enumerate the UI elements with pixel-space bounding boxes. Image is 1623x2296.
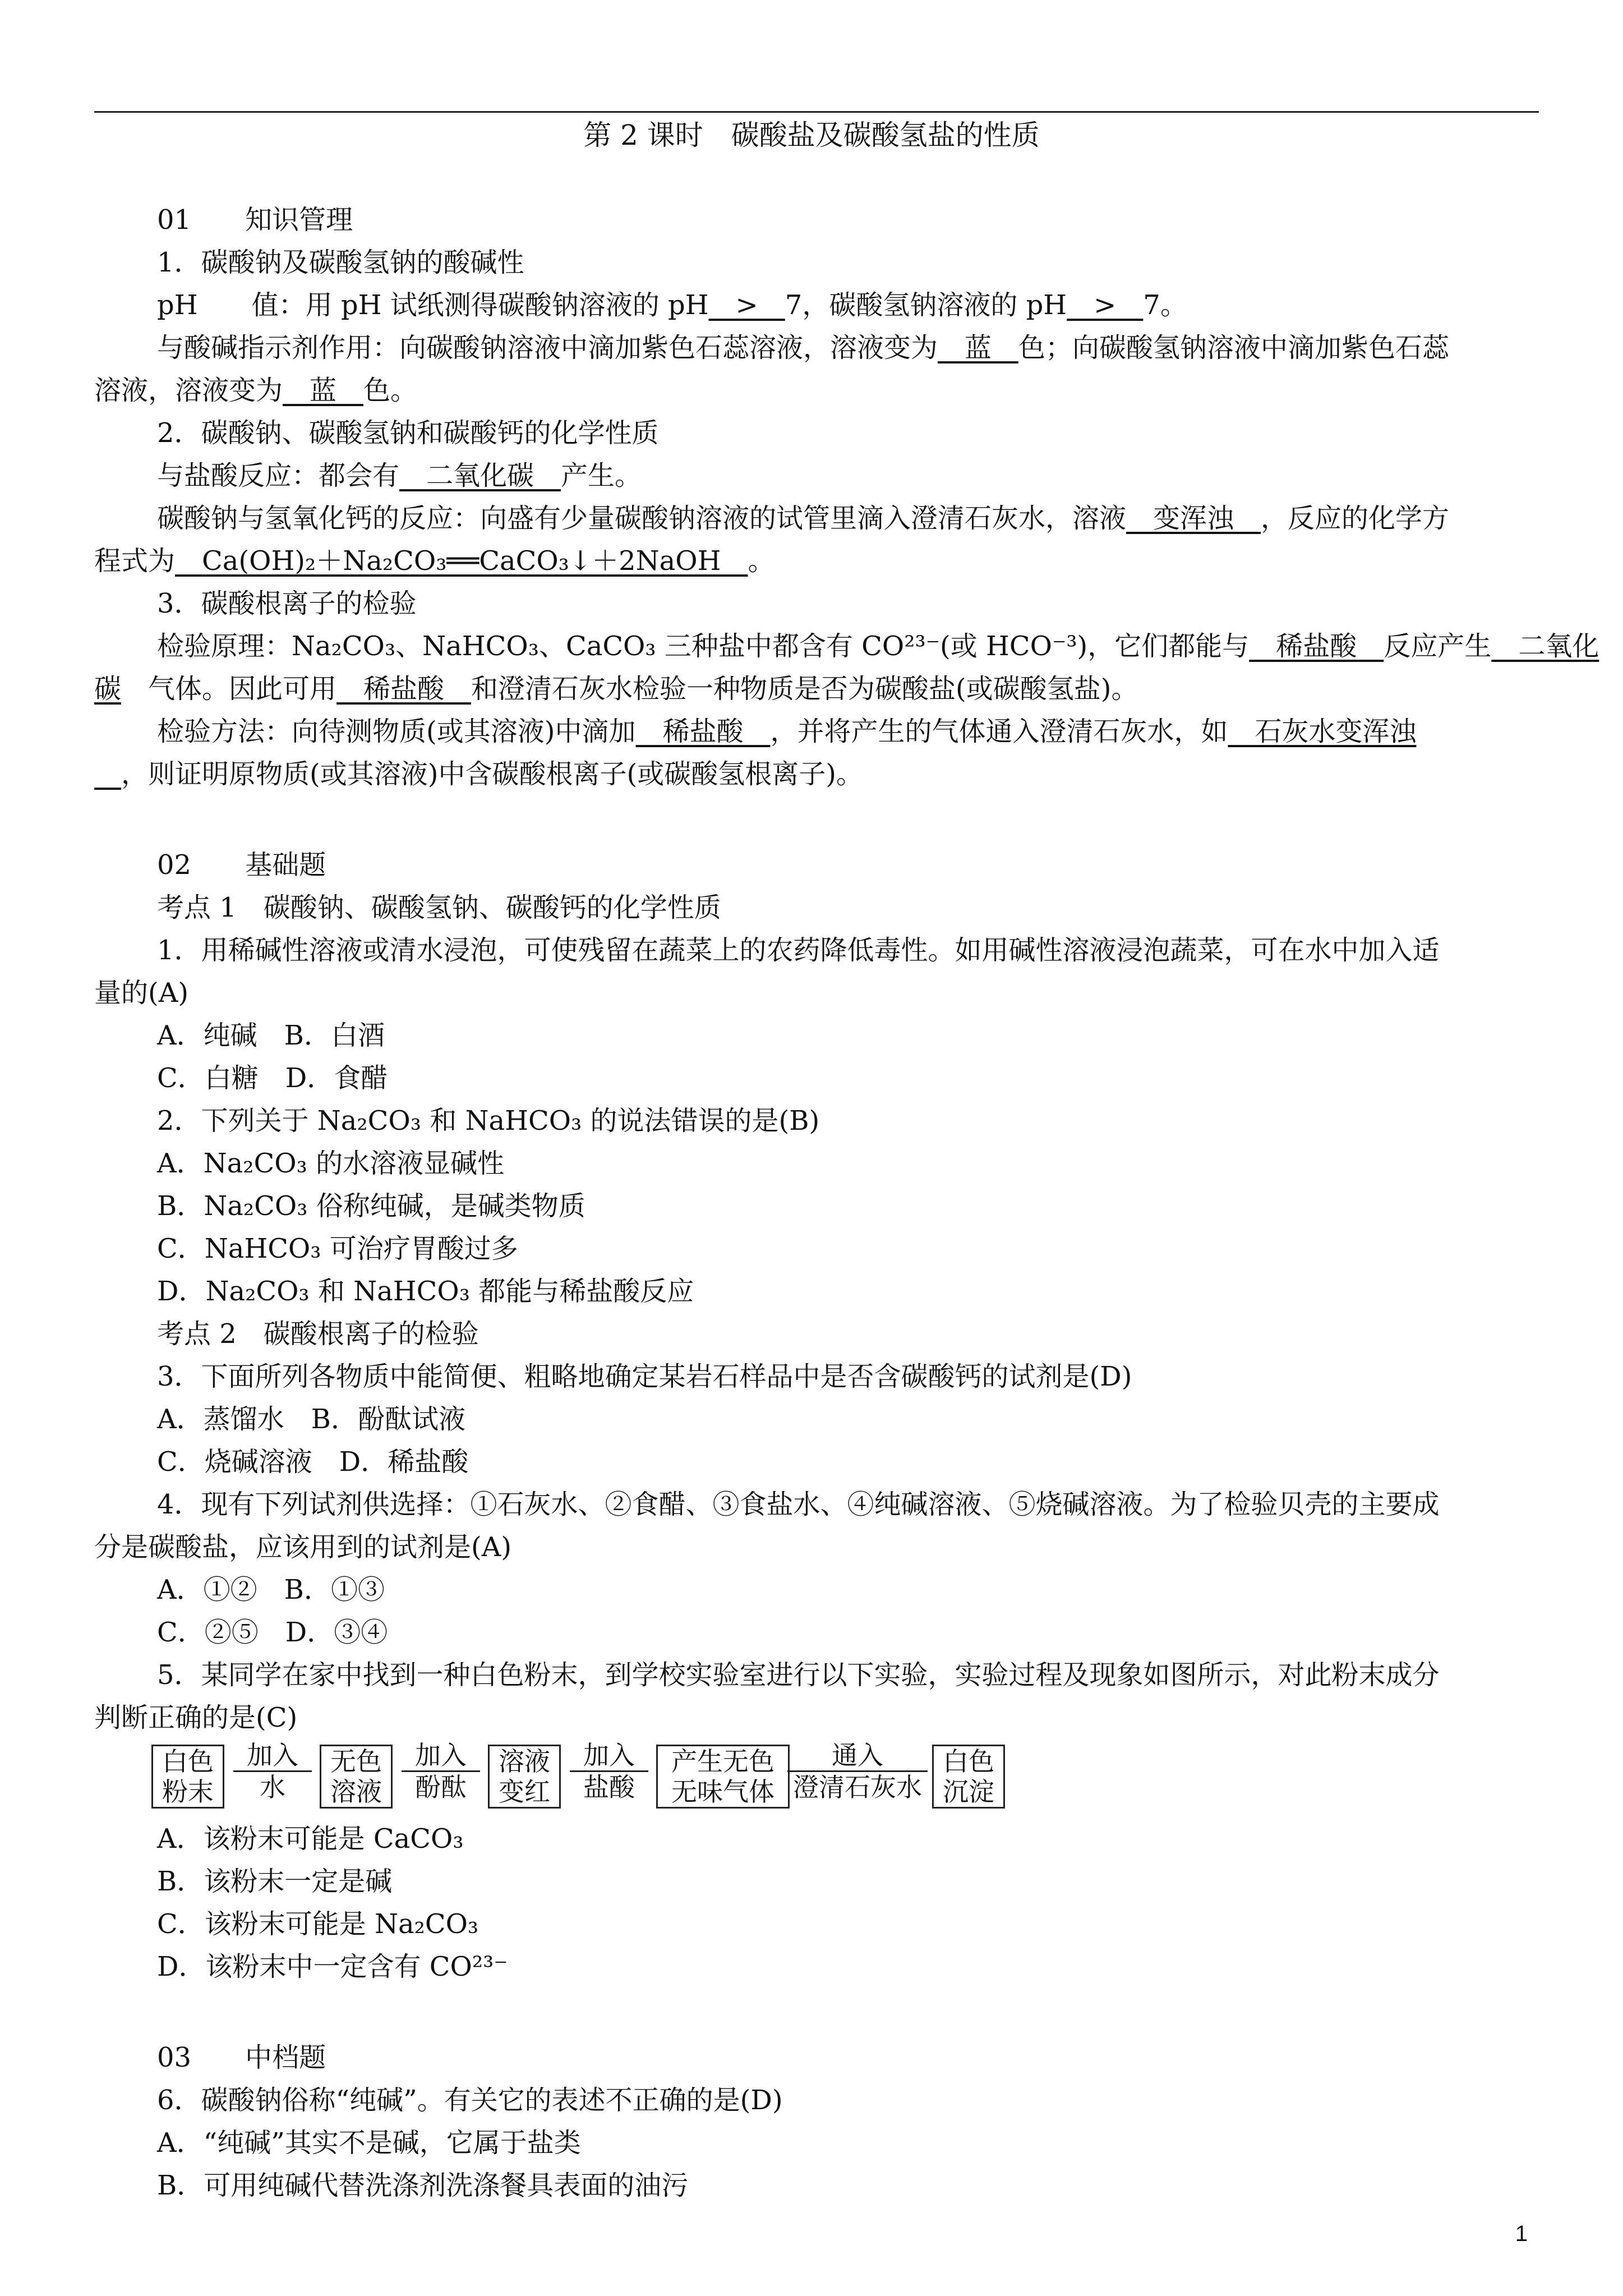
topic-2: 考点 2 碳酸根离子的检验 xyxy=(157,1318,479,1350)
q5-option-c: C．该粉末可能是 Na₂CO₃ xyxy=(157,1908,479,1940)
answer-blank: 蓝 xyxy=(283,375,364,406)
flow-box-turns-red: 溶液 变红 xyxy=(488,1745,561,1809)
question-1-cont: 量的(A) xyxy=(94,977,189,1009)
indicator-line: 与酸碱指示剂作用：向碳酸钠溶液中滴加紫色石蕊溶液，溶液变为 蓝 色；向碳酸氢钠溶液中滴加紫色石蕊 xyxy=(157,332,1450,364)
answer-blank: 蓝 xyxy=(938,332,1019,364)
q6-option-a: A．“纯碱”其实不是碱，它属于盐类 xyxy=(157,2127,581,2159)
flow-arrow-add-hcl: 加入 盐酸 xyxy=(570,1740,648,1802)
question-2: 2．下列关于 Na₂CO₃ 和 NaHCO₃ 的说法错误的是(B) xyxy=(157,1105,820,1137)
topic-1: 考点 1 碳酸钠、碳酸氢钠、碳酸钙的化学性质 xyxy=(157,892,721,923)
question-3: 3．下面所列各物质中能简便、粗略地确定某岩石样品中是否含碳酸钙的试剂是(D) xyxy=(157,1361,1132,1392)
q2-option-c: C．NaHCO₃ 可治疗胃酸过多 xyxy=(157,1233,518,1264)
flow-box-colorless-solution: 无色 溶液 xyxy=(320,1745,393,1809)
section-heading-01: 01 知识管理 xyxy=(157,204,353,236)
q3-options-ab: A．蒸馏水 B．酚酞试液 xyxy=(157,1404,465,1435)
header-rule xyxy=(94,111,1539,113)
answer-blank: 稀盐酸 xyxy=(336,673,472,705)
question-4: 4．现有下列试剂供选择：①石灰水、②食醋、③食盐水、④纯碱溶液、⑤烧碱溶液。为了检验贝壳的主要成 xyxy=(157,1489,1440,1520)
indicator-line-cont: 溶液，溶液变为 蓝 色。 xyxy=(94,375,418,406)
answer-blank: 二氧化 xyxy=(1491,631,1599,662)
question-6: 6．碳酸钠俗称“纯碱”。有关它的表述不正确的是(D) xyxy=(157,2085,783,2116)
section-heading-02: 02 基础题 xyxy=(157,849,326,881)
flow-box-white-precipitate: 白色 沉淀 xyxy=(932,1745,1005,1809)
q5-option-d: D．该粉末中一定含有 CO²³⁻ xyxy=(157,1951,508,1982)
item-1-heading: 1．碳酸钠及碳酸氢钠的酸碱性 xyxy=(157,247,524,278)
answer-blank: Ca(OH)₂＋Na₂CO₃══CaCO₃↓＋2NaOH xyxy=(175,545,748,577)
q4-options-cd: C．②⑤ D．③④ xyxy=(157,1617,388,1648)
q2-option-b: B．Na₂CO₃ 俗称纯碱，是碱类物质 xyxy=(157,1190,585,1222)
method-line-cont: ，则证明原物质(或其溶液)中含碳酸根离子(或碳酸氢根离子)。 xyxy=(121,758,863,790)
question-4-cont: 分是碳酸盐，应该用到的试剂是(A) xyxy=(94,1531,512,1563)
q5-option-b: B．该粉末一定是碱 xyxy=(157,1866,393,1897)
answer-blank: 稀盐酸 xyxy=(635,716,771,747)
q2-option-a: A．Na₂CO₃ 的水溶液显碱性 xyxy=(157,1148,505,1179)
question-1: 1．用稀碱性溶液或清水浸泡，可使残留在蔬菜上的农药降低毒性。如用碱性溶液浸泡蔬菜，可在水中加入适 xyxy=(157,935,1440,966)
question-5-cont: 判断正确的是(C) xyxy=(94,1702,298,1733)
flow-arrow-add-phenolphthalein: 加入 酚酞 xyxy=(402,1740,480,1802)
q5-option-a: A．该粉末可能是 CaCO₃ xyxy=(157,1823,464,1855)
q1-options-ab: A．纯碱 B．白酒 xyxy=(157,1020,385,1051)
item-2-heading: 2．碳酸钠、碳酸氢钠和碳酸钙的化学性质 xyxy=(157,417,659,449)
answer-blank: 变浑浊 xyxy=(1126,503,1261,534)
answer-blank: 二氧化碳 xyxy=(399,460,561,491)
q2-option-d: D．Na₂CO₃ 和 NaHCO₃ 都能与稀盐酸反应 xyxy=(157,1276,694,1307)
flow-arrow-add-water: 加入 水 xyxy=(233,1740,312,1802)
page-number: 1 xyxy=(1515,2221,1528,2246)
hcl-line: 与盐酸反应：都会有 二氧化碳 产生。 xyxy=(157,460,642,491)
item-3-heading: 3．碳酸根离子的检验 xyxy=(157,588,417,619)
flow-box-white-powder: 白色 粉末 xyxy=(151,1745,224,1809)
principle-line: 检验原理：Na₂CO₃、NaHCO₃、CaCO₃ 三种盐中都含有 CO²³⁻(或 HCO⁻³)，它们都能与 稀盐酸 反应产生 二氧化 xyxy=(157,631,1599,662)
answer-blank: 石灰水变浑浊 xyxy=(1228,716,1417,747)
section-heading-03: 03 中档题 xyxy=(157,2042,326,2073)
flow-arrow-limewater: 通入 澄清石灰水 xyxy=(787,1740,928,1802)
flow-box-gas: 产生无色 无味气体 xyxy=(656,1745,790,1809)
method-line: 检验方法：向待测物质(或其溶液)中滴加 稀盐酸 ，并将产生的气体通入澄清石灰水，如 石灰水变浑浊 xyxy=(157,716,1417,747)
experiment-flow-diagram xyxy=(151,1740,1071,1813)
q1-options-cd: C．白糖 D．食醋 xyxy=(157,1062,388,1094)
principle-line-cont: 碳 气体。因此可用 稀盐酸 和澄清石灰水检验一种物质是否为碳酸盐(或碳酸氢盐)。 xyxy=(94,673,1138,705)
answer-blank: 稀盐酸 xyxy=(1249,631,1384,662)
answer-blank: > xyxy=(708,289,785,321)
question-5: 5．某同学在家中找到一种白色粉末，到学校实验室进行以下实验，实验过程及现象如图所示，对此粉末成分 xyxy=(157,1659,1440,1691)
q3-options-cd: C．烧碱溶液 D．稀盐酸 xyxy=(157,1446,469,1478)
ph-line: pH 值：用 pH 试纸测得碳酸钠溶液的 pH > 7，碳酸氢钠溶液的 pH > 7。 xyxy=(157,289,1187,321)
equation-line: 程式为 Ca(OH)₂＋Na₂CO₃══CaCO₃↓＋2NaOH 。 xyxy=(94,545,775,577)
q4-options-ab: A．①② B．①③ xyxy=(157,1574,385,1605)
answer-blank: > xyxy=(1067,289,1144,321)
q6-option-b: B．可用纯碱代替洗涤剂洗涤餐具表面的油污 xyxy=(157,2170,689,2201)
page-title: 第 2 课时 碳酸盐及碳酸氢盐的性质 xyxy=(583,119,1040,151)
caoh-line: 碳酸钠与氢氧化钙的反应：向盛有少量碳酸钠溶液的试管里滴入澄清石灰水，溶液 变浑浊 ，反应的化学方 xyxy=(157,503,1450,534)
